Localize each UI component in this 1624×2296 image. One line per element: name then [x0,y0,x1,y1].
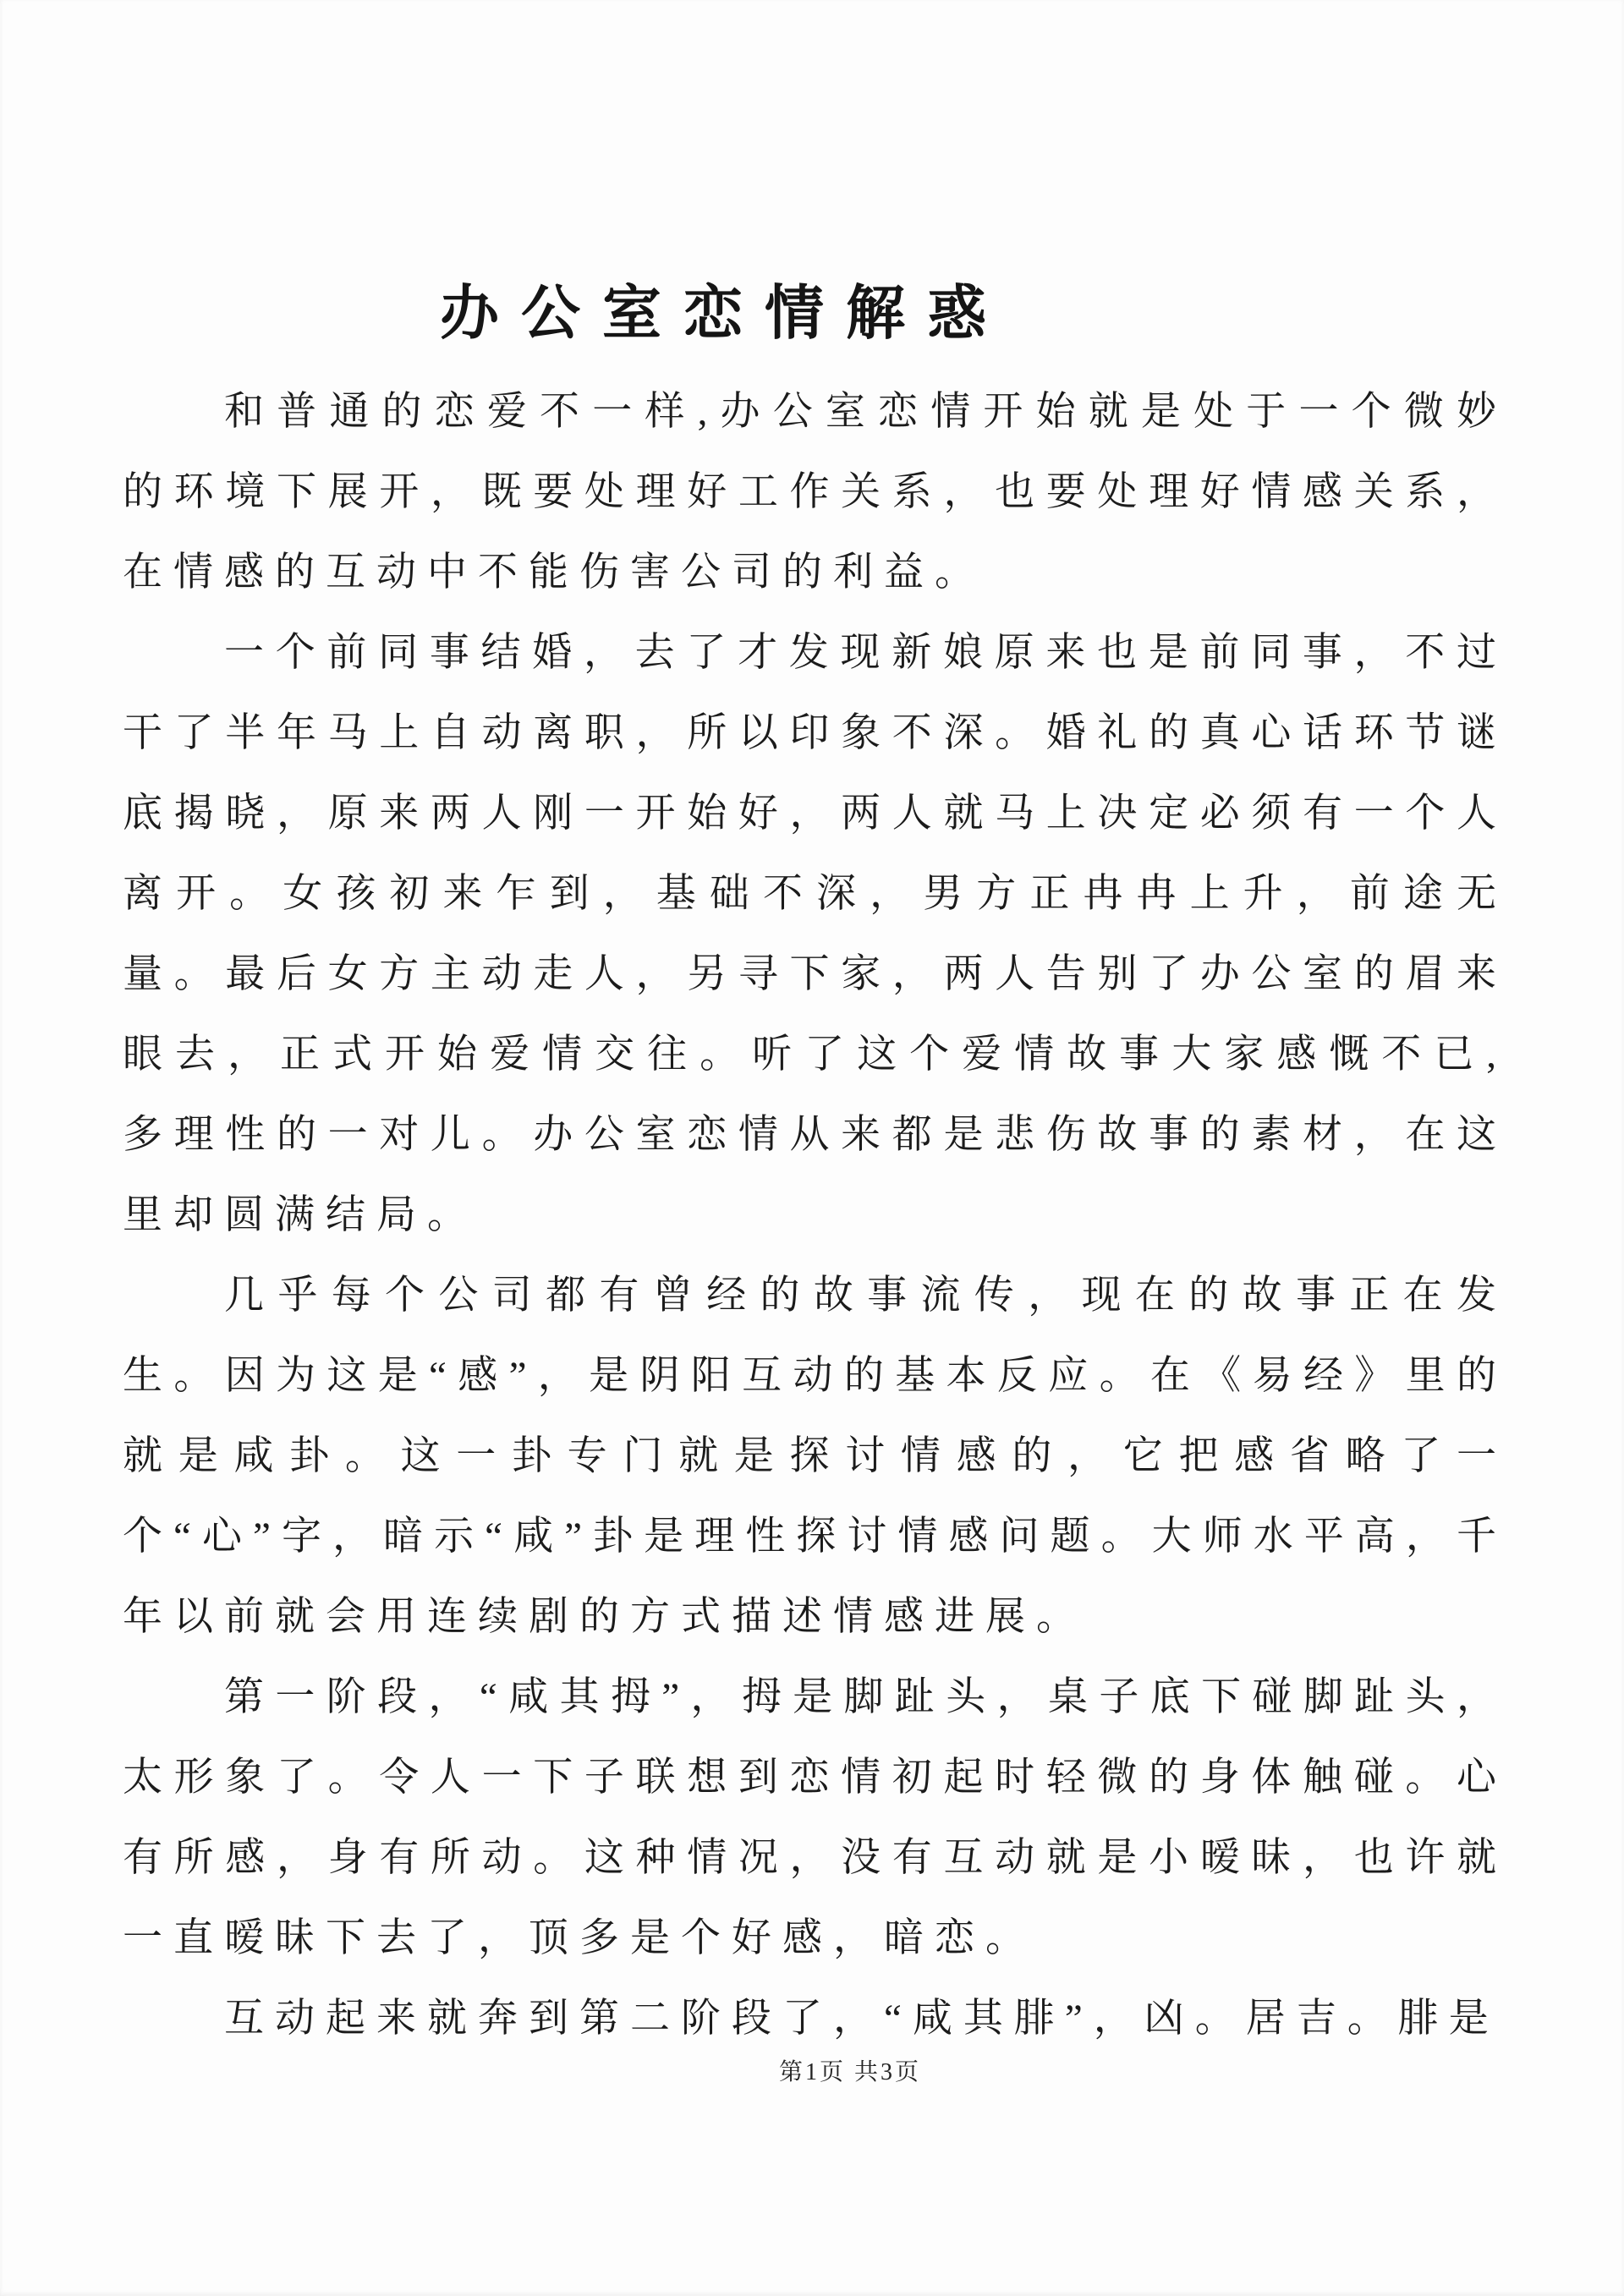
paragraph: 互动起来就奔到第二阶段了，“咸其腓”，凶。居吉。腓是 [224,1997,1500,2041]
paragraph: 一个前同事结婚，去了才发现新娘原来也是前同事，不过干了半年马上自动离职，所以印象不深。婚礼的真心话环节谜底揭晓，原来两人刚一开始好，两人就马上决定必须有一个人离开。女孩初来乍到，基础不深，男方正冉冉上升，前途无量。最后女方主动走人，另寻下家，两人告别了办公室的眉来眼去，正式开始爱情交往。听了这个爱情故事大家感慨不已,多理性的一对儿。办公室恋情从来都是悲伤故事的素材，在这里却圆满结局。 [123,631,1507,1237]
page-footer [76,2053,1624,2087]
paragraph: 第一阶段，“咸其拇”，拇是脚趾头，桌子底下碰脚趾头，太形象了。令人一下子联想到恋情初起时轻微的身体触碰。心有所感，身有所动。这种情况，没有互动就是小暧昧，也许就一直暧昧下去了，顶多是个好感，暗恋。 [123,1675,1507,1960]
document-title: 办公室恋情解惑 [440,282,1008,347]
paragraph: 和普通的恋爱不一样,办公室恋情开始就是处于一个微妙的环境下展开，既要处理好工作关系，也要处理好情感关系，在情感的互动中不能伤害公司的利益。 [123,390,1507,595]
paragraph: 几乎每个公司都有曾经的故事流传，现在的故事正在发生。因为这是“感”，是阴阳互动的基本反应。在《易经》里的就是咸卦。这一卦专门就是探讨情感的，它把感省略了一个“心”字，暗示“咸”卦是理性探讨情感问题。大师水平高，千年以前就会用连续剧的方式描述情感进展。 [123,1274,1507,1639]
page-number: 第1页 共3页 [778,2059,921,2085]
document-body [123,372,1507,2059]
